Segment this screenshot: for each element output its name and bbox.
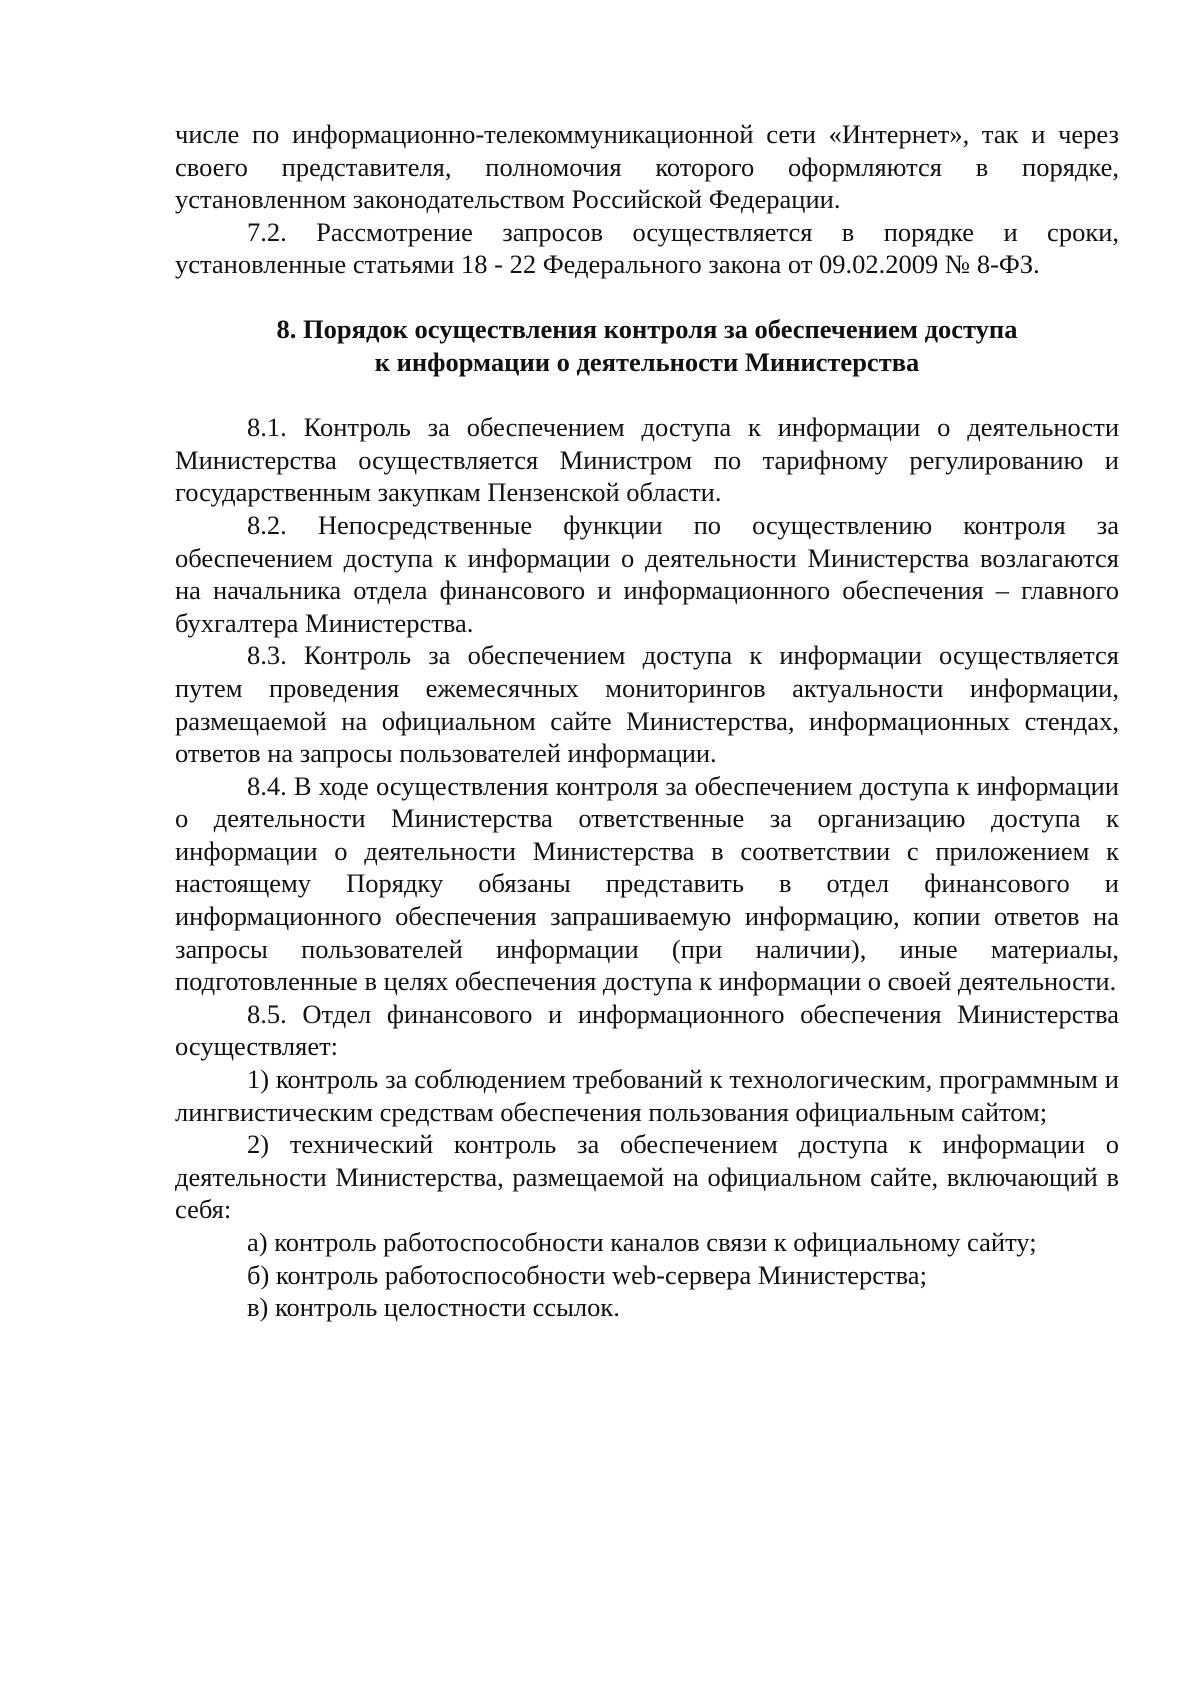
paragraph-8-1: 8.1. Контроль за обеспечением доступа к информации о деятельности Министерства осуществляется Министром по тарифному регулированию и государственным закупкам Пензенской области. xyxy=(175,412,1119,508)
list-item-b: б) контроль работоспособности web-сервера Министерства; xyxy=(247,1259,927,1290)
section-8-heading xyxy=(175,281,1119,411)
list-item-2: 2) технический контроль за обеспечением доступа к информации о деятельности Министерства, размещаемой на официальном сайте, включающий в себя: xyxy=(175,1129,1119,1225)
paragraph-7-2: 7.2. Рассмотрение запросов осуществляется в порядке и сроки, установленные статьями 18 - 22 Федерального закона от 09.02.2009 № 8-ФЗ. xyxy=(175,216,1119,280)
paragraph-8-5: 8.5. Отдел финансового и информационного обеспечения Министерства осуществляет: xyxy=(175,998,1119,1062)
section-8-heading-line-1: 8. Порядок осуществления контроля за обеспечением доступа xyxy=(276,313,1018,344)
document-body xyxy=(175,118,1119,1324)
paragraph-8-2: 8.2. Непосредственные функции по осуществлению контроля за обеспечением доступа к информации о деятельности Министерства возлагаются на начальника отдела финансового и информационного обеспечения – главного бухгалтера Министерства. xyxy=(175,509,1119,638)
section-8-heading-line-2: к информации о деятельности Министерства xyxy=(374,346,920,377)
paragraph-8-3: 8.3. Контроль за обеспечением доступа к информации осуществляется путем проведения ежемесячных мониторингов актуальности информации, размещаемой на официальном сайте Министерства, информационных стендах, ответов на запросы пользователей информации. xyxy=(175,640,1119,769)
list-item-a: а) контроль работоспособности каналов связи к официальному сайту; xyxy=(247,1227,1037,1257)
paragraph-8-4: 8.4. В ходе осуществления контроля за обеспечением доступа к информации о деятельности Министерства ответственные за организацию доступа к информации о деятельности Министерства в соответствии с приложением к настоящему Порядку обязаны представить в отдел финансового и информационного обеспечения запрашиваемую информацию, копии ответов на запросы пользователей информации (при наличии), иные материалы, подготовленные в целях обеспечения доступа к информации о своей деятельности. xyxy=(175,770,1119,997)
list-item-c: в) контроль целостности ссылок. xyxy=(247,1292,620,1323)
paragraph-continuation: числе по информационно-телекоммуникационной сети «Интернет», так и через своего представителя, полномочия которого оформляются в порядке, установленном законодательством Российской Федерации. xyxy=(175,119,1119,215)
list-item-1: 1) контроль за соблюдением требований к технологическим, программным и лингвистическим средствам обеспечения пользования официальным сайтом; xyxy=(175,1064,1119,1127)
